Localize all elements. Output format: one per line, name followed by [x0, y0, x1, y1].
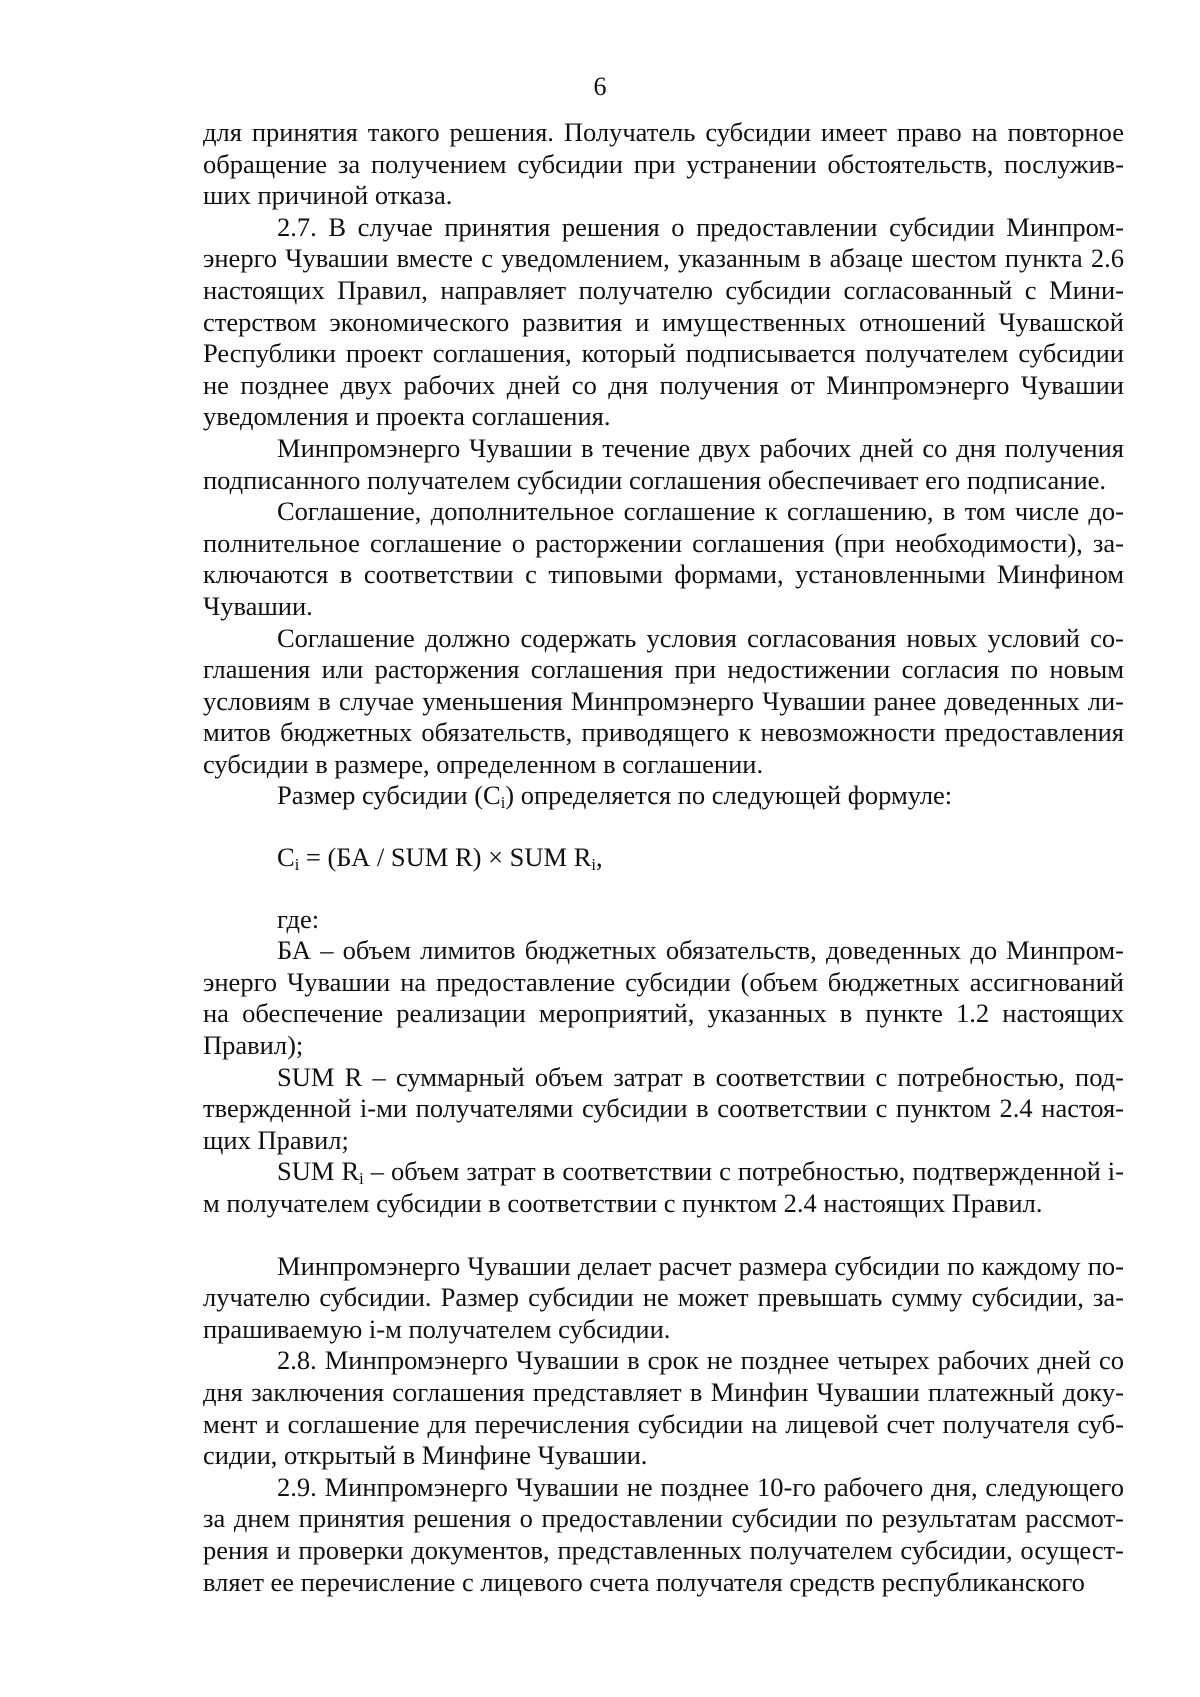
- where-label: где:: [277, 903, 320, 934]
- formula-comma: ,: [595, 842, 603, 873]
- definition-sum-ri-text: – объем затрат в соответствии с потребностью, подтвержденной i-м получателем субсидии в соответствии с пунктом 2.4 настоящих Правил.: [203, 1156, 1124, 1218]
- paragraph-signing: Минпромэнерго Чувашии в течение двух рабочих дней со дня получения подписанного получателем субсидии соглашения обеспечивает его подписание.: [203, 432, 1124, 495]
- paragraph-2-8: 2.8. Минпромэнерго Чувашии в срок не позднее четырех рабочих дней со дня заключения соглашения представляет в Минфин Чувашии платежный документ и соглашение для перечисления субсидии на лицевой счет получателя субсидии, открытый в Минфине Чувашии.: [203, 1345, 1124, 1471]
- paragraph-subsidy-size: [203, 780, 1124, 812]
- formula-lhs: С: [277, 842, 295, 873]
- subsidy-size-text-end: ) определяется по следующей формуле:: [505, 780, 953, 811]
- subscript-i: i: [500, 793, 506, 813]
- paragraph-continuation: для принятия такого решения. Получатель субсидии имеет право на повторное обращение за получением субсидии при устранении обстоятельств, послуживших причиной отказа.: [203, 117, 1124, 211]
- paragraph-calculation: Минпромэнерго Чувашии делает расчет размера субсидии по каждому получателю субсидии. Размер субсидии не может превышать сумму субсидии, запрашиваемую i-м получателем субсидии.: [203, 1250, 1124, 1344]
- page-number: 6: [593, 72, 607, 101]
- paragraph-agreement-forms: Соглашение, дополнительное соглашение к соглашению, в том числе дополнительное соглашение о расторжении соглашения (при необходимости), заключаются в соответствии с типовыми формами, установленными Минфином Чувашии.: [203, 496, 1124, 621]
- subsidy-formula: [203, 842, 1124, 874]
- definition-subscript-i: i: [359, 1169, 364, 1189]
- formula-rhs: = (БА / SUM R) × SUM R: [299, 842, 592, 873]
- paragraph-agreement-conditions: Соглашение должно содержать условия согласования новых условий соглашения или расторжения соглашения при недостижении согласия по новым условиям в случае уменьшения Минпромэнерго Чувашии ранее доведенных лимитов бюджетных обязательств, приводящего к невозможности предоставления субсидии в размере, определенном в соглашении.: [203, 622, 1124, 779]
- paragraph-2-7: 2.7. В случае принятия решения о предоставлении субсидии Минпромэнерго Чувашии вместе с уведомлением, указанным в абзаце шестом пункта 2.6 настоящих Правил, направляет получателю субсидии согласованный с Министерством экономического развития и имущественных отношений Чувашской Республики проект соглашения, который подписывается получателем субсидии не позднее двух рабочих дней со дня получения от Минпромэнерго Чувашии уведомления и проекта соглашения.: [203, 211, 1124, 432]
- definition-sum-ri-term: SUM R: [277, 1156, 360, 1187]
- document-body: [203, 117, 1124, 1598]
- formula-subscript-i-2: i: [591, 855, 596, 875]
- definition-sum-ri: [203, 1156, 1124, 1219]
- paragraph-2-9: 2.9. Минпромэнерго Чувашии не позднее 10-го рабочего дня, следующего за днем принятия решения о предоставлении субсидии по результатам рассмотрения и проверки документов, представленных получателем субсидии, осуществляет ее перечисление с лицевого счета получателя средств республиканского: [203, 1471, 1124, 1597]
- definition-sum-r: SUM R – суммарный объем затрат в соответствии с потребностью, подтвержденной i-ми получателями субсидии в соответствии с пунктом 2.4 настоящих Правил;: [203, 1061, 1124, 1155]
- formula-subscript-i: i: [294, 855, 300, 875]
- subsidy-size-text: Размер субсидии (С: [277, 780, 501, 811]
- definition-ba: БА – объем лимитов бюджетных обязательств, доведенных до Минпромэнерго Чувашии на предоставление субсидии (объем бюджетных ассигнований на обеспечение реализации мероприятий, указанных в пункте 1.2 настоящих Правил);: [203, 935, 1124, 1061]
